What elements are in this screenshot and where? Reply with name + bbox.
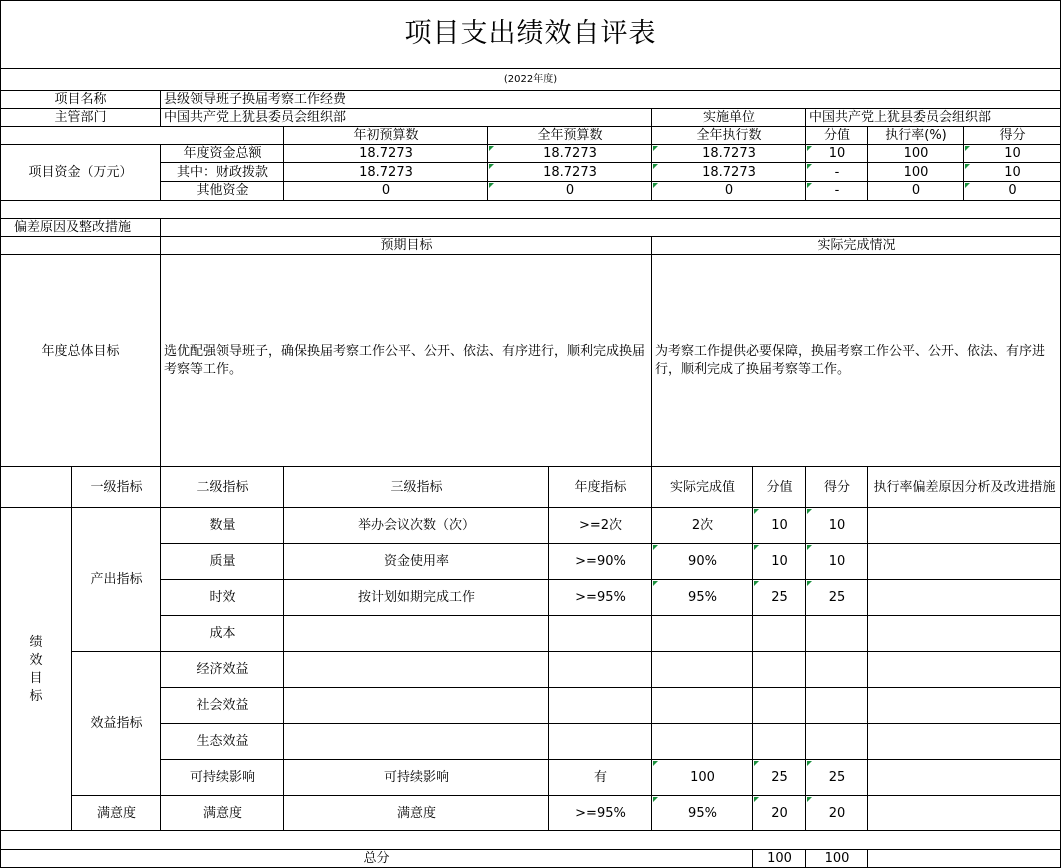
fund-cell: 0: [565, 183, 575, 198]
department-value: 中国共产党上犹县委员会组织部: [164, 110, 347, 125]
cell-note-marker: [965, 183, 970, 188]
total-score: 100: [767, 851, 792, 866]
annual-target-cell: [549, 652, 652, 688]
actual-value-cell: [652, 688, 753, 724]
cell-note-marker: [807, 509, 812, 514]
indicator-header: 一级指标: [90, 479, 143, 495]
fund-cell: 18.7273: [359, 164, 413, 180]
actual-value-cell: 100: [690, 770, 715, 785]
cell-note-marker: [754, 761, 759, 766]
funds-header: 得分: [999, 128, 1026, 143]
cell-note-marker: [754, 797, 759, 802]
cell-note-marker: [489, 164, 494, 169]
funds-header: 年初预算数: [353, 128, 419, 143]
indicator-header: 分值: [766, 479, 793, 495]
project-name-value: 县级领导班子换届考察工作经费: [164, 92, 347, 107]
fund-cell: -: [834, 183, 840, 198]
got-score-cell: 20: [828, 806, 846, 821]
expected-goal-text: 选优配强领导班子，确保换届考察工作公平、公开、依法、有序进行，顺利完成换届考察等工作。: [164, 344, 646, 377]
level2-cell: 数量: [209, 518, 236, 533]
score-cell: [753, 616, 806, 652]
cell-note-marker: [754, 545, 759, 550]
actual-goal-text: 为考察工作提供必要保障，换届考察工作公平、公开、依法、有序进行，顺利完成了换届考察等工作。: [655, 344, 1046, 377]
total-got: 100: [824, 851, 850, 866]
got-score-cell: [806, 616, 868, 652]
fund-cell: 18.7273: [543, 146, 597, 161]
level3-cell: 满意度: [396, 806, 436, 821]
indicator-header: 得分: [823, 479, 850, 495]
cell-note-marker: [754, 581, 759, 586]
cell-note-marker: [653, 797, 658, 802]
fund-row-label: 其中：财政拨款: [176, 164, 268, 180]
score-cell: 10: [771, 554, 788, 569]
level3-cell: [284, 616, 549, 652]
got-score-cell: 25: [828, 770, 846, 785]
level3-cell: [284, 724, 549, 760]
annual-target-cell: >=90%: [575, 554, 626, 569]
got-score-cell: 10: [828, 518, 846, 533]
annual-target-cell: >=95%: [575, 590, 626, 605]
funds-header: 全年执行数: [696, 128, 762, 143]
annual-target-cell: >=2次: [578, 518, 623, 533]
performance-goal-label: [0, 508, 72, 831]
cell-note-marker: [653, 164, 658, 169]
cell-note-marker: [653, 545, 658, 550]
annual-target-cell: [549, 688, 652, 724]
cell-note-marker: [754, 509, 759, 514]
cell-note-marker: [653, 146, 658, 151]
fund-cell: 0: [1008, 183, 1017, 198]
score-cell: [753, 688, 806, 724]
fund-cell: -: [834, 164, 840, 180]
level3-cell: [284, 688, 549, 724]
actual-value-cell: [652, 724, 753, 760]
fund-cell: 100: [903, 164, 929, 180]
actual-value-cell: 95%: [688, 806, 717, 821]
fund-row-label: 年度资金总额: [183, 146, 262, 161]
cell-note-marker: [807, 545, 812, 550]
indicator-header: 执行率偏差原因分析及改进措施: [873, 480, 1056, 495]
level2-cell: 成本: [209, 626, 236, 641]
actual-value-cell: 95%: [688, 590, 717, 605]
funds-group-label: 项目资金（万元）: [28, 164, 133, 180]
funds-header: 全年预算数: [537, 128, 603, 143]
impl-unit-value: 中国共产党上犹县委员会组织部: [809, 110, 992, 125]
score-cell: 25: [771, 770, 788, 785]
level2-cell: 生态效益: [196, 734, 249, 749]
annual-target-cell: 有: [593, 770, 607, 785]
got-score-cell: [806, 724, 868, 760]
level2-cell: 可持续影响: [189, 770, 255, 785]
fund-cell: 0: [381, 183, 391, 198]
project-name-label: 项目名称: [54, 92, 107, 107]
score-cell: 10: [771, 518, 788, 533]
actual-goal-header: 实际完成情况: [817, 238, 896, 253]
level3-cell: 举办会议次数（次）: [357, 518, 475, 533]
indicator-header: 三级指标: [390, 479, 443, 495]
deviation-label: 偏差原因及整改措施: [14, 220, 132, 235]
cell-note-marker: [965, 146, 970, 151]
score-cell: [753, 724, 806, 760]
cell-note-marker: [807, 797, 812, 802]
page-title: 项目支出绩效自评表: [404, 18, 657, 49]
funds-header: 分值: [823, 128, 850, 143]
cell-note-marker: [653, 581, 658, 586]
fund-cell: 18.7273: [359, 146, 413, 161]
cell-note-marker: [489, 183, 494, 188]
cell-note-marker: [807, 581, 812, 586]
level2-cell: 社会效益: [196, 698, 249, 713]
performance-goal-label-text: 绩效目标: [29, 634, 43, 704]
got-score-cell: [806, 688, 868, 724]
level1-output: 产出指标: [90, 572, 143, 587]
fund-cell: 100: [903, 146, 929, 161]
indicator-header: 年度指标: [574, 479, 627, 495]
level2-cell: 质量: [209, 554, 236, 569]
level2-cell: 经济效益: [196, 662, 249, 677]
fund-cell: 0: [724, 183, 734, 198]
level3-cell: 资金使用率: [383, 554, 449, 569]
score-cell: [753, 652, 806, 688]
fund-row-label: 其他资金: [196, 183, 249, 198]
level2-cell: 时效: [209, 590, 236, 605]
funds-header: 执行率(%): [885, 128, 947, 143]
cell-note-marker: [653, 183, 658, 188]
level3-cell: [284, 652, 549, 688]
level2-cell: 满意度: [202, 806, 242, 821]
got-score-cell: 25: [828, 590, 846, 605]
indicator-header: 实际完成值: [669, 479, 735, 495]
score-cell: 20: [771, 806, 788, 821]
annual-target-cell: [549, 616, 652, 652]
fund-cell: 18.7273: [702, 164, 756, 180]
fund-cell: 10: [1004, 146, 1021, 161]
cell-note-marker: [807, 183, 812, 188]
total-label: 总分: [363, 851, 390, 866]
fund-cell: 10: [1004, 164, 1021, 180]
cell-note-marker: [965, 164, 970, 169]
cell-note-marker: [807, 164, 812, 169]
year-label: (2022年度): [503, 74, 558, 85]
cell-note-marker: [653, 761, 658, 766]
actual-value-cell: [652, 616, 753, 652]
actual-value-cell: 90%: [688, 554, 717, 569]
annual-target-cell: >=95%: [575, 806, 626, 821]
fund-cell: 10: [828, 146, 846, 161]
indicator-header: 二级指标: [196, 479, 249, 495]
actual-value-cell: [652, 652, 753, 688]
score-cell: 25: [771, 590, 788, 605]
level3-cell: 可持续影响: [383, 770, 449, 785]
cell-note-marker: [807, 146, 812, 151]
fund-cell: 0: [911, 183, 921, 198]
annual-goal-label: 年度总体目标: [41, 344, 120, 359]
impl-unit-label: 实施单位: [702, 110, 755, 125]
fund-cell: 18.7273: [702, 146, 756, 161]
annual-target-cell: [549, 724, 652, 760]
cell-note-marker: [807, 761, 812, 766]
got-score-cell: [806, 652, 868, 688]
fund-cell: 18.7273: [543, 164, 597, 180]
actual-value-cell: 2次: [691, 518, 714, 533]
level1-satisfaction: 满意度: [96, 805, 136, 821]
expected-goal-header: 预期目标: [380, 238, 433, 253]
level3-cell: 按计划如期完成工作: [357, 590, 475, 605]
department-label: 主管部门: [54, 110, 107, 125]
got-score-cell: 10: [828, 554, 846, 569]
cell-note-marker: [489, 146, 494, 151]
level1-benefit: 效益指标: [90, 716, 143, 731]
